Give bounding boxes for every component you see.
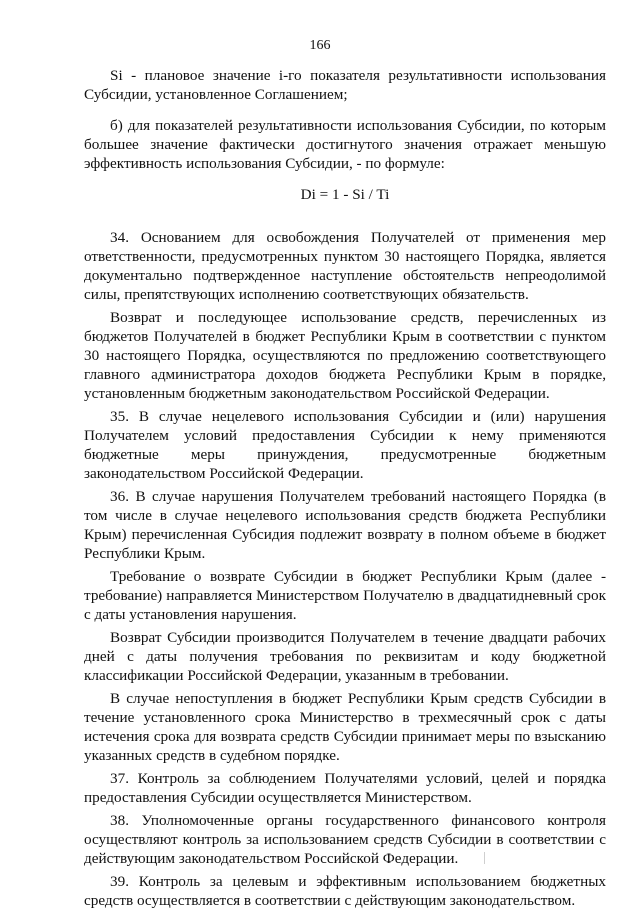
si-definition: Si - плановое значение i-го показателя результативности использования Субсидии, установленное Соглашением; — [84, 67, 606, 103]
formula: Di = 1 - Si / Ti — [300, 186, 390, 203]
paragraph-34-second: Возврат и последующее использование средств, перечисленных из бюджетов Получателей в бюджет Республики Крым в соответствии с пунктом 30 настоящего Порядка, осуществляются по предложению соответствующего главного администратора доходов бюджета Республики Крым в порядке, установленным бюджетным законодательством Российской Федерации. — [84, 309, 606, 402]
scan-speck — [484, 852, 485, 864]
paragraph-37: 37. Контроль за соблюдением Получателями условий, целей и порядка предоставления Субсидии осуществляется Министерством. — [84, 770, 606, 806]
paragraph-35: 35. В случае нецелевого использования Субсидии и (или) нарушения Получателем условий предоставления Субсидии к нему применяются бюджетные меры принуждения, предусмотренные бюджетным законодательством Российской Федерации. — [84, 408, 606, 482]
page-number: 166 — [309, 38, 331, 53]
paragraph-36-third: Возврат Субсидии производится Получателем в течение двадцати рабочих дней с даты получения требования по реквизитам и коду бюджетной классификации Российской Федерации, указанным в требовании. — [84, 629, 606, 684]
paragraph-36-first: 36. В случае нарушения Получателем требований настоящего Порядка (в том числе в случае нецелевого использования средств бюджета Республики Крым) перечисленная Субсидия подлежит возврату в полном объеме в бюджет Республики Крым. — [84, 488, 606, 562]
item-b-paragraph: б) для показателей результативности использования Субсидии, по которым большее значение фактически достигнутого значения отражает меньшую эффективность использования Субсидии, - по формуле: — [84, 117, 606, 172]
document-body — [84, 66, 606, 910]
paragraph-34-first: 34. Основанием для освобождения Получателей от применения мер ответственности, предусмотренных пунктом 30 настоящего Порядка, является документально подтвержденное наступление обстоятельств непреодолимой силы, препятствующих исполнению соответствующих обязательств. — [84, 229, 606, 303]
paragraph-38: 38. Уполномоченные органы государственного финансового контроля осуществляют контроль за использованием средств Субсидии в соответствии с действующим законодательством Российской Федерации. — [84, 812, 606, 867]
paragraph-36-second: Требование о возврате Субсидии в бюджет Республики Крым (далее - требование) направляется Министерством Получателю в двадцатидневный срок с даты установления нарушения. — [84, 568, 606, 623]
paragraph-39: 39. Контроль за целевым и эффективным использованием бюджетных средств осуществляется в соответствии с действующим законодательством. — [84, 873, 606, 909]
paragraph-36-fourth: В случае непоступления в бюджет Республики Крым средств Субсидии в течение установленного срока Министерство в трехмесячный срок с даты истечения срока для возврата средств Субсидии принимает меры по взысканию указанных средств в судебном порядке. — [84, 690, 606, 764]
